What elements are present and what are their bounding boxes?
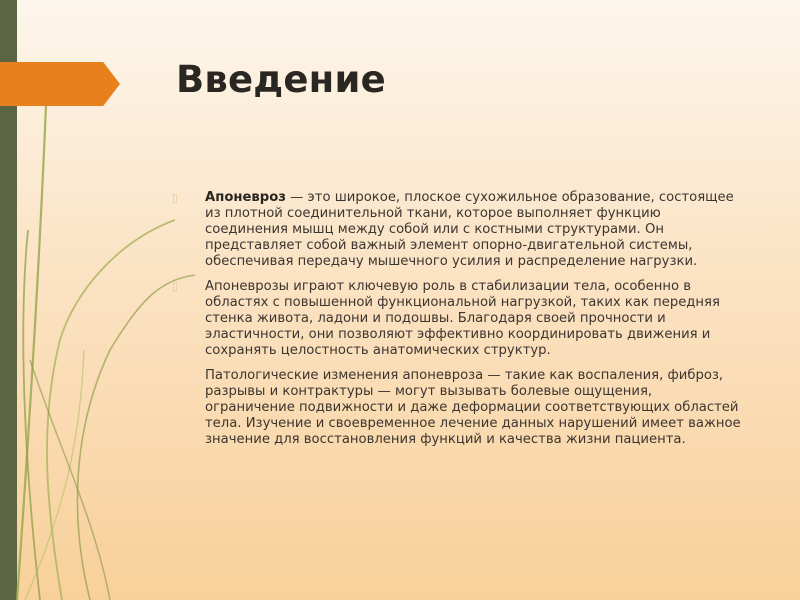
paragraph-pathology (205, 368, 745, 448)
paragraph-text: — это широкое, плоское сухожильное образование, состоящее из плотной соединительной ткани, которое выполняет функцию соединения мышц между собой или с костными структурами. Он представляет собой важный элемент опорно-двигательной системы, обеспечивая передачу мышечного усилия и распределение нагрузки. (205, 190, 734, 269)
slide-body (172, 190, 745, 457)
paragraph-text: Апоневрозы играют ключевую роль в стабилизации тела, особенно в областях с повышенной функциональной нагрузкой, таких как передняя стенка живота, ладони и подошвы. Благодаря своей прочности и эластичности, они позволяют эффективно координировать движения и сохранять целостность анатомических структур. (205, 279, 720, 358)
paragraph-text: Патологические изменения апоневроза — такие как воспаления, фиброз, разрывы и контрактуры — могут вызывать болевые ощущения, ограничение подвижности и даже деформации соответствующих областей тела. Изучение и своевременное лечение данных нарушений имеет важное значение для восстановления функций и качества жизни пациента. (205, 368, 741, 447)
paragraph-function (172, 279, 745, 359)
bullet-icon: ▯ (172, 191, 179, 204)
bullet-icon: ▯ (172, 280, 179, 293)
slide-title: Введение (176, 58, 386, 101)
paragraph-definition (172, 190, 745, 270)
term-aponeurosis: Апоневроз (205, 190, 286, 205)
title-accent-arrow (0, 62, 120, 106)
